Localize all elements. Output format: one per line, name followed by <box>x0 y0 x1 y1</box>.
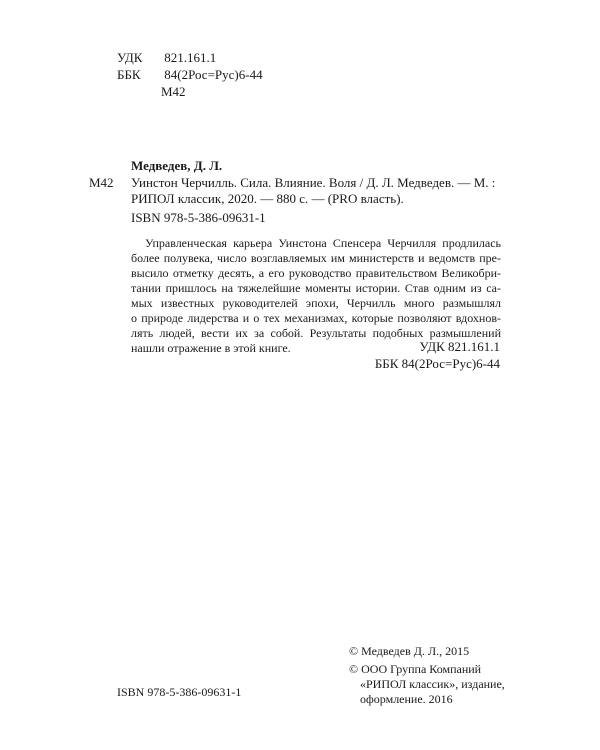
udk-label: УДК <box>117 50 143 65</box>
copyright-publisher-line-3: оформление. 2016 <box>360 692 453 706</box>
annotation-line: более полувека, число возглавляемых им министерств и ведомств пре- <box>131 251 501 265</box>
annotation <box>131 236 501 356</box>
catalog-mark: М42 <box>89 175 114 190</box>
copyright-publisher-line-1: © ООО Группа Компаний <box>349 662 482 676</box>
copyright-block <box>349 644 505 707</box>
bbk-value: 84(2Рос=Рус)6-44 <box>164 67 263 82</box>
annotation-line: лять людей, вести их за собой. Результаты подобных размышлений <box>131 326 501 340</box>
author-mark: М42 <box>161 84 186 99</box>
annotation-line: высило отметку десять, а его руководство правительством Великобри- <box>131 266 501 280</box>
catalog-author: Медведев, Д. Л. <box>131 158 223 173</box>
catalog-title-line-1: Уинстон Черчилль. Сила. Влияние. Воля / Д. Л. Медведев. — М. : <box>131 175 496 190</box>
catalog-title-line-2: РИПОЛ классик, 2020. — 880 с. — (PRO власть). <box>131 191 404 206</box>
annotation-line: мых известных руководителей эпохи, Черчилль много размышлял <box>131 296 501 310</box>
copyright-author: © Медведев Д. Л., 2015 <box>349 644 470 658</box>
copyright-publisher-line-2: «РИПОЛ классик», издание, <box>360 677 505 691</box>
annotation-bbk: ББК 84(2Рос=Рус)6-44 <box>374 356 500 371</box>
annotation-line: нашли отражение в этой книге. <box>131 341 291 355</box>
udk-value: 821.161.1 <box>164 50 217 65</box>
bbk-row <box>117 67 263 83</box>
bbk-label: ББК <box>117 67 141 82</box>
annotation-line: тании пришлось на тяжелейшие моменты истории. Став одним из са- <box>131 281 501 295</box>
annotation-line: Управленческая карьера Уинстона Спенсера Черчилля продлилась <box>145 236 501 250</box>
catalog-isbn: ISBN 978-5-386-09631-1 <box>131 210 266 225</box>
header-codes <box>117 50 263 100</box>
annotation-line: о природе лидерства и о тех механизмах, которые позволяют вдохнов- <box>131 311 501 325</box>
annotation-udk: УДК 821.161.1 <box>419 339 500 354</box>
footer-isbn: ISBN 978-5-386-09631-1 <box>117 685 242 699</box>
udk-row <box>117 50 263 66</box>
